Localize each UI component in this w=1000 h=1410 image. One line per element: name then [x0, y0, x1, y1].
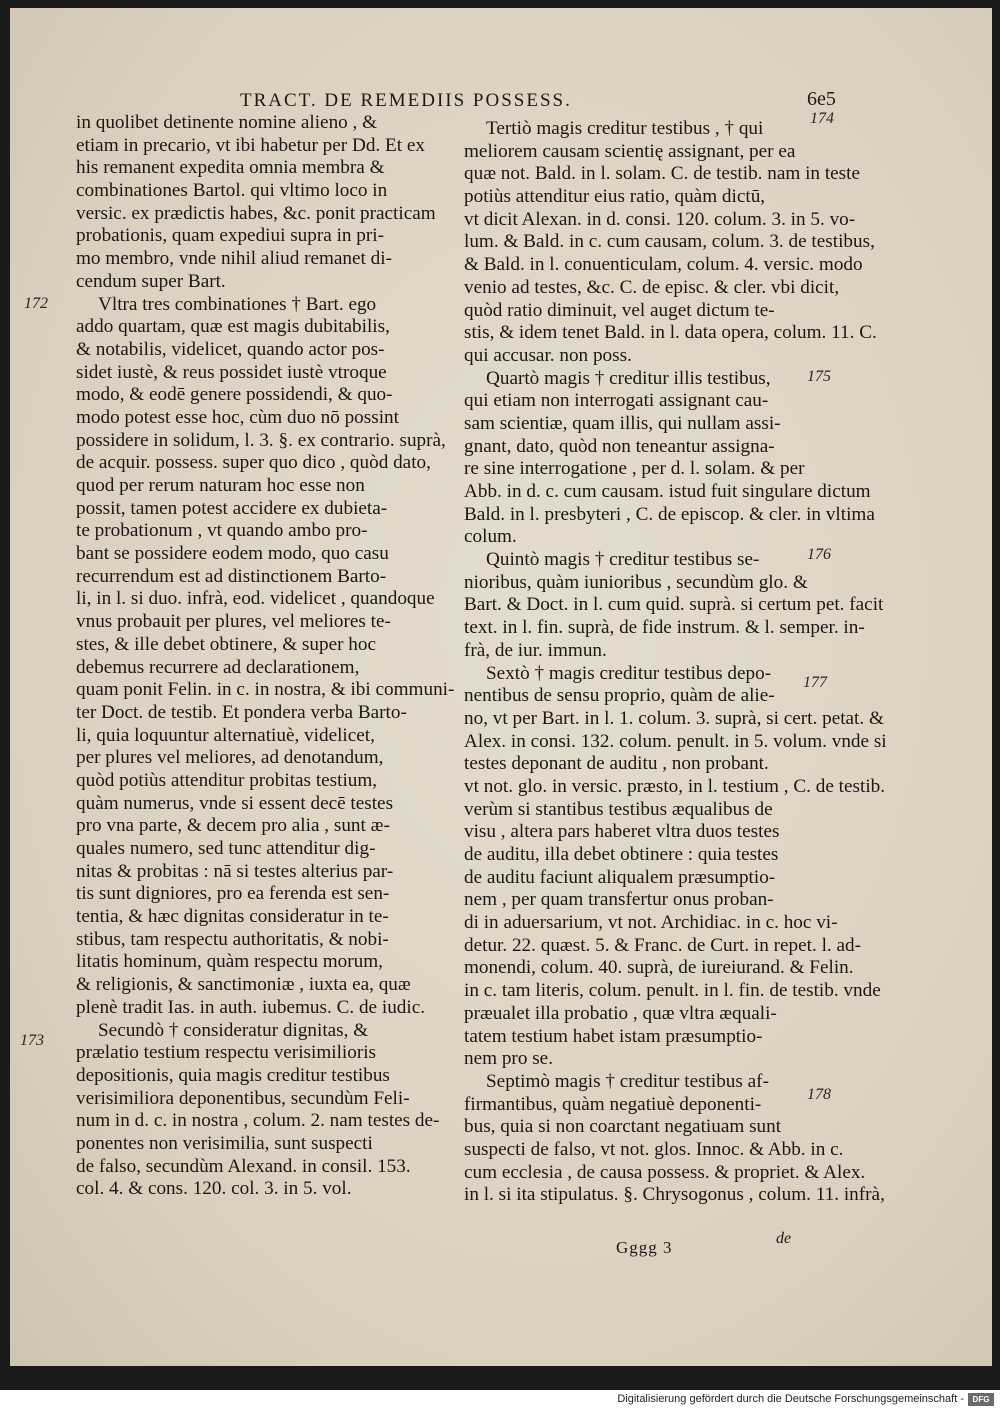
text-line: visu , altera pars haberet vltra duos testes — [464, 821, 780, 843]
text-line: ponentes non verisimilia, sunt suspecti — [76, 1132, 373, 1154]
margin-number-178: 178 — [807, 1086, 831, 1103]
margin-number-176: 176 — [807, 546, 831, 563]
text-line: modo, & eodē genere possidendi, & quo- — [76, 384, 393, 406]
text-line: plenè tradit Ias. in auth. iubemus. C. de iudic. — [76, 996, 426, 1018]
page-number: 6e5 — [807, 88, 836, 110]
text-line: quòd potiùs attenditur probitas testium, — [76, 769, 378, 791]
text-line: tatem testium habet istam præsumptio- — [464, 1025, 763, 1047]
text-line: Vltra tres combinationes † Bart. ego — [98, 293, 377, 315]
text-line: Septimò magis † creditur testibus af- — [486, 1070, 769, 1092]
text-line: his remanent expedita omnia membra & — [76, 157, 385, 179]
text-line: vt not. glo. in versic. præsto, in l. testium , C. de testib. — [464, 775, 886, 797]
text-line: de acquir. possess. super quo dico , quòd dato, — [76, 452, 431, 474]
signature-mark: Gggg 3 — [616, 1238, 673, 1257]
text-line: text. in l. fin. suprà, de fide instrum. & l. semper. in- — [464, 617, 865, 639]
text-line: quòd ratio diminuit, vel auget dictum te- — [464, 299, 775, 321]
text-line: quæ not. Bald. in l. solam. C. de testib. nam in teste — [464, 163, 860, 185]
text-line: sidet iustè, & reus possidet iustè vtroque — [76, 361, 387, 383]
text-line: stibus, tam respectu authoritatis, & nobi- — [76, 928, 389, 950]
text-line: stes, & ille debet obtinere, & super hoc — [76, 633, 376, 655]
text-line: prælatio testium respectu verisimilioris — [76, 1042, 377, 1064]
text-line: præualet illa probatio , quæ vltra æquali- — [464, 1002, 777, 1024]
text-line: meliorem causam scientię assignant, per ea — [464, 140, 796, 162]
text-line: di in aduersarium, vt not. Archidiac. in c. hoc vi- — [464, 912, 838, 934]
text-line: li, quia loquuntur alternatiuè, videlicet, — [76, 724, 375, 746]
text-line: num in d. c. in nostra , colum. 2. nam testes de- — [76, 1110, 440, 1132]
text-line: lum. & Bald. in c. cum causam, colum. 3. de testibus, — [464, 231, 875, 253]
text-line: Sextò † magis creditur testibus depo- — [486, 662, 772, 684]
text-line: pro vna parte, & decem pro alia , sunt æ- — [76, 815, 390, 837]
text-line: venio ad testes, &c. C. de episc. & cler. vbi dicit, — [464, 276, 840, 298]
text-line: bant se possidere eodem modo, quo casu — [76, 543, 389, 565]
text-line: bus, quia si non coarctant negatiuam sunt — [464, 1116, 782, 1138]
text-line: frà, de iur. immun. — [464, 639, 607, 661]
text-line: qui accusar. non poss. — [464, 344, 632, 366]
text-line: etiam in precario, vt ibi habetur per Dd. Et ex — [76, 134, 425, 156]
text-line: in quolibet detinente nomine alieno , & — [76, 112, 378, 133]
text-line: versic. ex prædictis habes, &c. ponit practicam — [76, 202, 436, 224]
text-line: de auditu faciunt aliqualem præsumptio- — [464, 866, 776, 888]
text-line: colum. — [464, 526, 517, 548]
text-line: Tertiò magis creditur testibus , † qui — [486, 118, 764, 139]
text-line: tentia, & hæc dignitas consideratur in te- — [76, 906, 389, 928]
margin-number-174: 174 — [810, 110, 834, 127]
left-column — [76, 112, 466, 1201]
text-line: vnus probauit per plures, vel meliores te- — [76, 611, 391, 633]
text-line: & Bald. in l. conuenticulam, colum. 4. versic. modo — [464, 254, 863, 276]
book-page — [10, 8, 992, 1366]
text-line: Bald. in l. presbyteri , C. de episcop. & cler. in vltima — [464, 503, 875, 525]
text-line: firmantibus, quàm negatiuè deponenti- — [464, 1093, 762, 1115]
text-line: quod per rerum naturam hoc esse non — [76, 475, 365, 496]
text-line: & notabilis, videlicet, quando actor pos- — [76, 338, 385, 360]
text-line: & religionis, & sanctimoniæ , iuxta ea, quæ — [76, 974, 411, 996]
text-line: de falso, secundùm Alexand. in consil. 153. — [76, 1155, 411, 1177]
text-line: potiùs attenditur eius ratio, quàm dictū, — [464, 186, 766, 208]
text-line: possit, tamen potest accidere ex dubieta- — [76, 497, 388, 519]
text-line: combinationes Bartol. qui vltimo loco in — [76, 180, 388, 202]
text-line: nitas & probitas : nā si testes alterius par- — [76, 860, 394, 882]
text-line: Bart. & Doct. in l. cum quid. suprà. si certum pet. facit — [464, 594, 884, 616]
text-line: Secundò † consideratur dignitas, & — [98, 1019, 369, 1041]
text-line: cendum super Bart. — [76, 270, 226, 292]
text-line: te probationum , vt quando ambo pro- — [76, 520, 368, 542]
text-line: Quartò magis † creditur illis testibus, — [486, 367, 771, 389]
text-line: cum ecclesia , de causa possess. & propriet. & Alex. — [464, 1161, 866, 1183]
text-line: no, vt per Bart. in l. 1. colum. 3. suprà, si cert. petat. & — [464, 707, 884, 729]
dfg-logo: DFG — [968, 1393, 994, 1406]
text-line: recurrendum est ad distinctionem Barto- — [76, 565, 387, 587]
text-line: nem pro se. — [464, 1048, 553, 1070]
text-line: debemus recurrere ad declarationem, — [76, 656, 360, 678]
text-line: probationis, quam expediui supra in pri- — [76, 225, 385, 247]
text-line: verùm si stantibus testibus æqualibus de — [464, 798, 773, 820]
text-line: Alex. in consi. 132. colum. penult. in 5. volum. vnde si — [464, 730, 887, 752]
text-line: Abb. in d. c. cum causam. istud fuit singulare dictum — [464, 481, 871, 502]
text-line: quales numero, sed tunc attenditur dig- — [76, 838, 376, 859]
text-line: col. 4. & cons. 120. col. 3. in 5. vol. — [76, 1178, 352, 1200]
footer-bar — [0, 1390, 1000, 1410]
margin-number-177: 177 — [803, 674, 827, 691]
text-line: detur. 22. quæst. 5. & Franc. de Curt. in repet. l. ad- — [464, 934, 862, 956]
text-line: sam scientiæ, quam illis, qui nullam assi- — [464, 412, 781, 434]
text-line: quàm numerus, vnde si essent decē testes — [76, 792, 394, 814]
text-line: testes deponant de auditu , non probant. — [464, 753, 769, 775]
text-line: quam ponit Felin. in c. in nostra, & ibi communi- — [76, 679, 455, 701]
text-line: modo potest esse hoc, cùm duo nō possint — [76, 406, 399, 428]
text-line: nem , per quam transfertur onus proban- — [464, 889, 774, 911]
footer-credit: Digitalisierung gefördert durch die Deutsche Forschungsgemeinschaft - — [617, 1393, 964, 1405]
text-line: qui etiam non interrogati assignant cau- — [464, 390, 769, 412]
text-line: litatis hominum, quàm respectu morum, — [76, 951, 383, 973]
text-line: verisimiliora deponentibus, secundùm Feli- — [76, 1087, 410, 1109]
text-line: de auditu, illa debet obtinere : quia testes — [464, 844, 779, 865]
text-line: nentibus de sensu proprio, quàm de alie- — [464, 685, 775, 707]
text-line: gnant, dato, quòd non teneantur assigna- — [464, 435, 775, 457]
text-line: depositionis, quia magis creditur testibus — [76, 1064, 390, 1086]
text-line: re sine interrogatione , per d. l. solam. & per — [464, 458, 805, 480]
running-title: TRACT. DE REMEDIIS POSSESS. — [240, 90, 572, 111]
catchword: de — [776, 1230, 792, 1247]
margin-number-172: 172 — [24, 295, 48, 312]
text-line: Quintò magis † creditur testibus se- — [486, 549, 760, 571]
text-line: tis sunt digniores, pro ea ferenda est sen- — [76, 883, 390, 905]
text-line: possidere in solidum, l. 3. §. ex contrario. suprà, — [76, 429, 446, 451]
text-line: li, in l. si duo. infrà, eod. videlicet , quandoque — [76, 588, 435, 610]
margin-number-175: 175 — [807, 368, 831, 385]
text-line: vt dicit Alexan. in d. consi. 120. colum. 3. in 5. vo- — [464, 208, 856, 230]
text-line: mo membro, vnde nihil aliud remanet di- — [76, 248, 392, 270]
text-line: stis, & idem tenet Bald. in l. data opera, colum. 11. C. — [464, 322, 877, 344]
text-line: addo quartam, quæ est magis dubitabilis, — [76, 316, 390, 338]
text-line: ter Doct. de testib. Et pondera verba Barto- — [76, 701, 407, 723]
text-line: in c. tam literis, colum. penult. in l. fin. de testib. vnde — [464, 980, 881, 1002]
text-line: per plures vel meliores, ad denotandum, — [76, 747, 384, 769]
text-line: suspecti de falso, vt not. glos. Innoc. & Abb. in c. — [464, 1138, 844, 1160]
text-line: nioribus, quàm iunioribus , secundùm glo. & — [464, 571, 808, 593]
margin-number-173: 173 — [20, 1032, 44, 1049]
text-line: monendi, colum. 40. suprà, de iureiurand. & Felin. — [464, 957, 854, 979]
text-line: in l. si ita stipulatus. §. Chrysogonus , colum. 11. infrà, — [464, 1184, 885, 1206]
